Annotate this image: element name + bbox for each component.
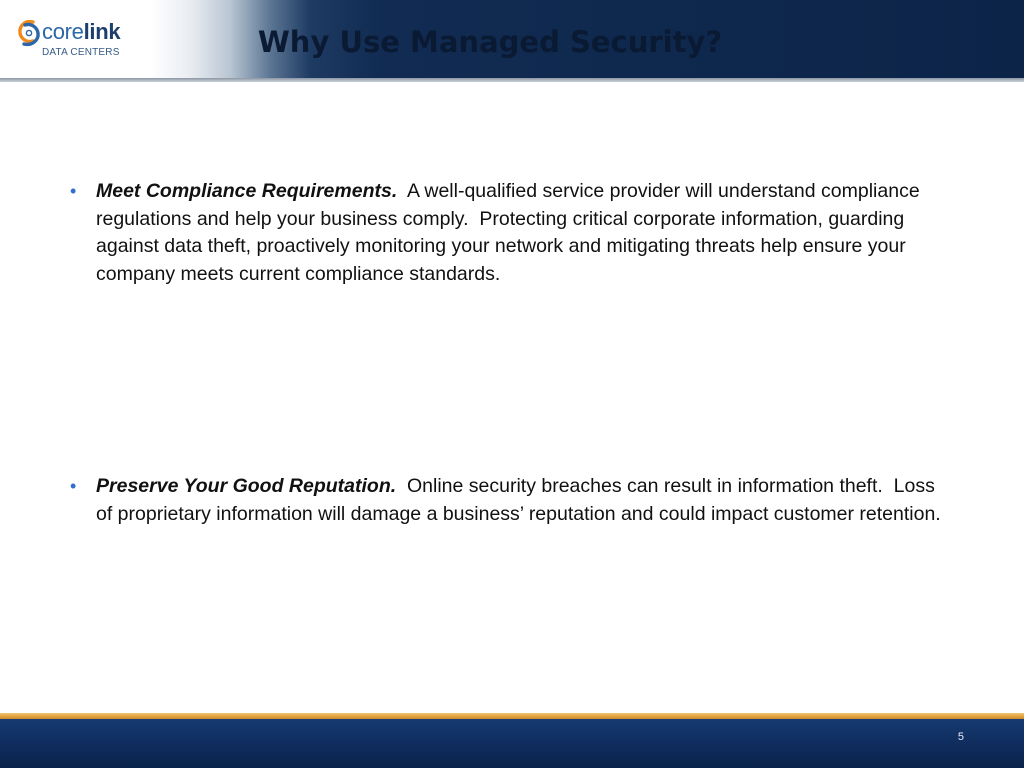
bullet-body: Online security breaches can result in information theft. Loss of proprietary information will damage a business’ reputation and could impact customer retention. bbox=[96, 475, 941, 525]
slide-title: Why Use Managed Security? bbox=[257, 25, 723, 59]
bullet-item bbox=[70, 178, 950, 288]
bullet-text bbox=[96, 178, 950, 288]
footer-bar bbox=[0, 719, 1024, 768]
logo-subtitle: DATA CENTERS bbox=[42, 47, 120, 58]
bullet-lead: Meet Compliance Requirements. bbox=[96, 180, 398, 202]
bullet-marker: • bbox=[70, 181, 77, 201]
bullet-text bbox=[96, 473, 950, 528]
page-number: 5 bbox=[957, 731, 964, 743]
bullet-marker: • bbox=[70, 476, 77, 496]
bullet-item bbox=[70, 473, 950, 528]
logo-word-core: core bbox=[42, 19, 84, 44]
logo-word-link: link bbox=[83, 19, 121, 44]
bullet-lead: Preserve Your Good Reputation. bbox=[96, 475, 397, 497]
bullet-body: A well-qualified service provider will understand compliance regulations and help your business comply. Protecting critical corporate information, guarding against data theft, proactively monitoring your network and mitigating threats help ensure your company meets current compliance standards. bbox=[96, 180, 926, 285]
